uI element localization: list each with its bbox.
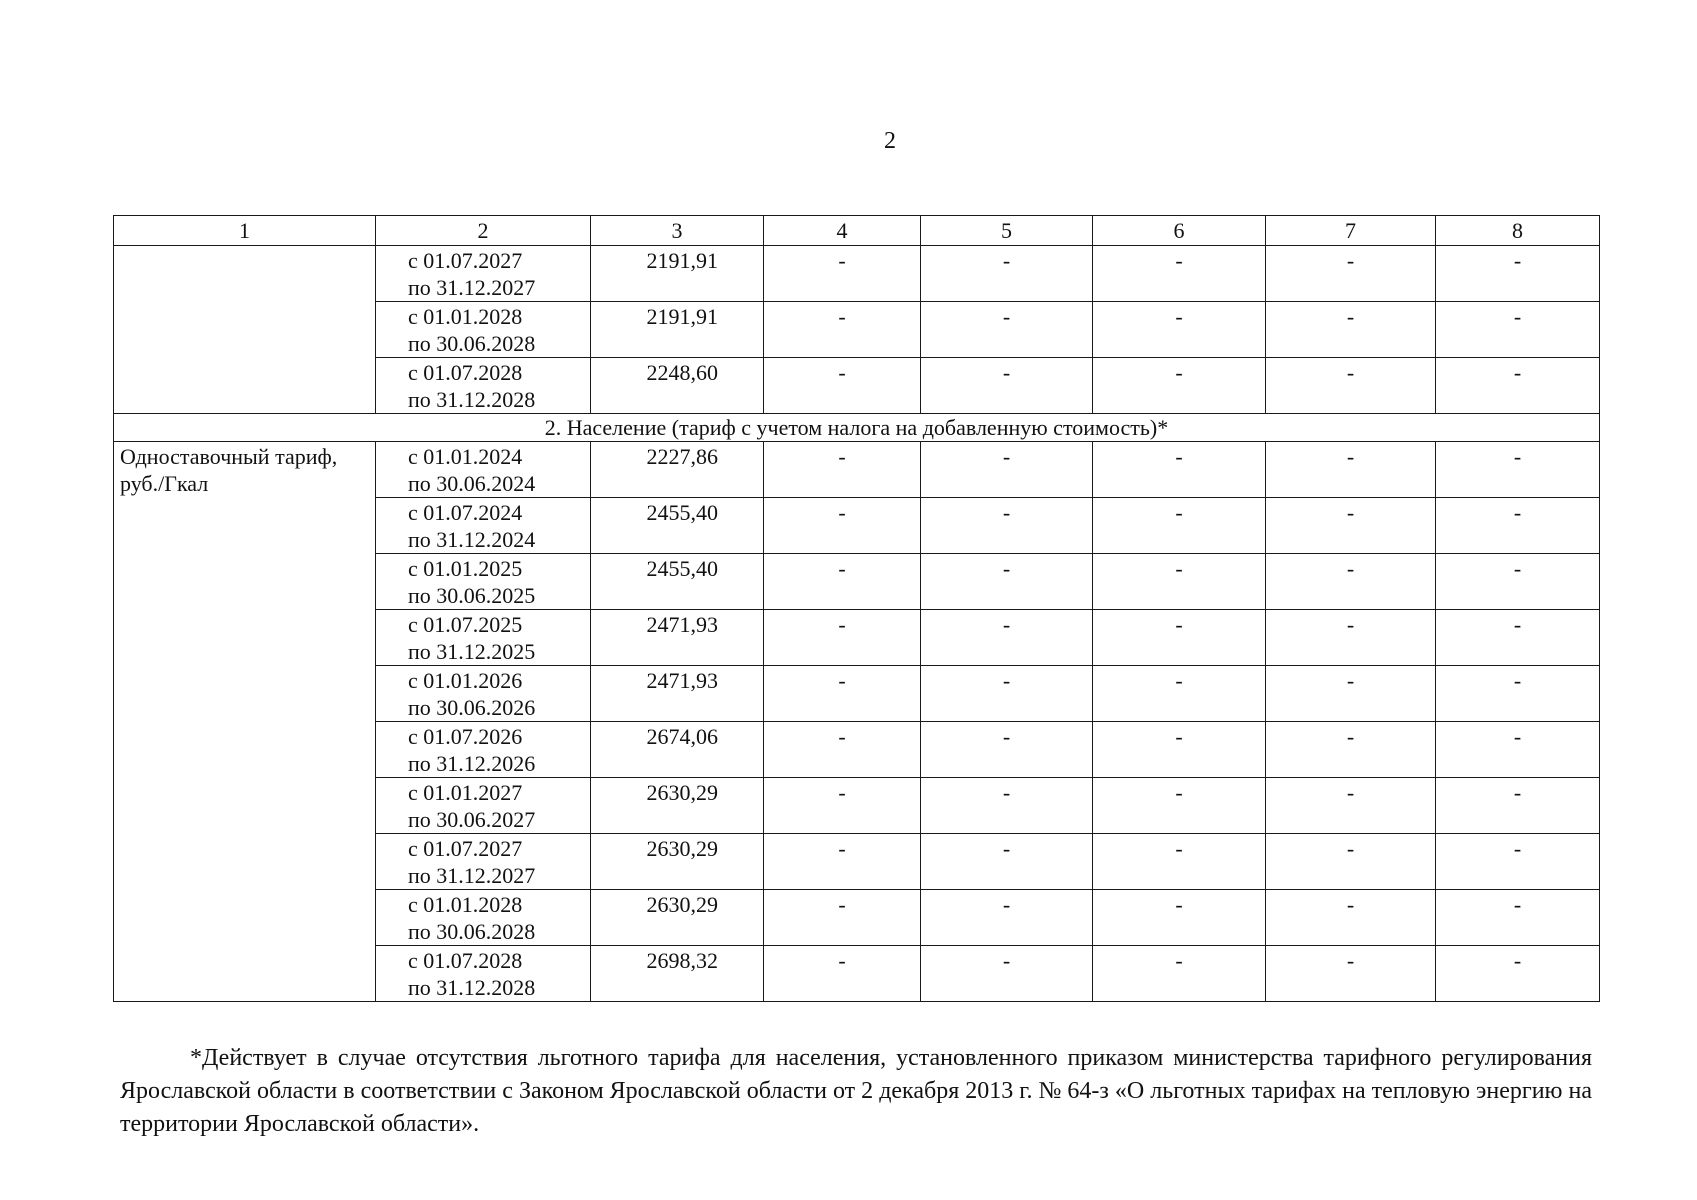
empty-value-dash: - <box>764 246 921 302</box>
period-to: по 30.06.2026 <box>408 695 536 720</box>
empty-value-dash: - <box>1266 610 1436 666</box>
tariff-value: 2191,91 <box>591 302 764 358</box>
empty-value-dash: - <box>764 946 921 1002</box>
empty-value-dash: - <box>1266 834 1436 890</box>
period-to: по 30.06.2024 <box>408 471 536 496</box>
period-from: с 01.07.2028 <box>408 948 523 973</box>
empty-value-dash: - <box>1436 834 1600 890</box>
empty-value-dash: - <box>764 890 921 946</box>
period-from: с 01.01.2028 <box>408 892 523 917</box>
empty-value-dash: - <box>921 246 1093 302</box>
empty-value-dash: - <box>1436 498 1600 554</box>
empty-value-dash: - <box>1436 246 1600 302</box>
empty-value-dash: - <box>1436 666 1600 722</box>
column-number-header: 6 <box>1093 216 1266 246</box>
empty-value-dash: - <box>921 442 1093 498</box>
empty-value-dash: - <box>1266 498 1436 554</box>
empty-value-dash: - <box>1093 246 1266 302</box>
period-from: с 01.01.2025 <box>408 556 523 581</box>
period-from: с 01.07.2024 <box>408 500 523 525</box>
tariff-value: 2630,29 <box>591 834 764 890</box>
table-row <box>114 246 1600 302</box>
continued-label-cell <box>114 246 376 414</box>
column-number-header: 5 <box>921 216 1093 246</box>
period-to: по 30.06.2028 <box>408 331 536 356</box>
empty-value-dash: - <box>764 610 921 666</box>
period-cell <box>376 778 591 834</box>
empty-value-dash: - <box>921 834 1093 890</box>
period-to: по 31.12.2027 <box>408 275 536 300</box>
empty-value-dash: - <box>1436 302 1600 358</box>
empty-value-dash: - <box>1093 610 1266 666</box>
empty-value-dash: - <box>764 554 921 610</box>
period-from: с 01.01.2024 <box>408 444 523 469</box>
empty-value-dash: - <box>1093 442 1266 498</box>
period-to: по 31.12.2025 <box>408 639 536 664</box>
tariff-value: 2248,60 <box>591 358 764 414</box>
empty-value-dash: - <box>1266 890 1436 946</box>
tariff-value: 2471,93 <box>591 610 764 666</box>
empty-value-dash: - <box>764 498 921 554</box>
period-to: по 30.06.2025 <box>408 583 536 608</box>
period-cell <box>376 498 591 554</box>
tariff-value: 2630,29 <box>591 890 764 946</box>
empty-value-dash: - <box>1093 890 1266 946</box>
column-number-row <box>114 216 1600 246</box>
table-body <box>114 246 1600 1002</box>
period-cell <box>376 442 591 498</box>
tariff-value: 2674,06 <box>591 722 764 778</box>
empty-value-dash: - <box>921 722 1093 778</box>
period-from: с 01.01.2027 <box>408 780 523 805</box>
empty-value-dash: - <box>1436 442 1600 498</box>
empty-value-dash: - <box>1093 722 1266 778</box>
empty-value-dash: - <box>764 666 921 722</box>
column-number-header: 1 <box>114 216 376 246</box>
empty-value-dash: - <box>1266 946 1436 1002</box>
empty-value-dash: - <box>921 498 1093 554</box>
footnote: *Действует в случае отсутствия льготного тарифа для населения, установленного приказом министерства тарифного регулирования Ярославской области в соответствии с Законом Ярославской области от 2 декабря 2013 г. № 64-з «О льготных тарифах на тепловую энергию на территории Ярославской области». <box>120 1045 1592 1137</box>
period-from: с 01.01.2026 <box>408 668 523 693</box>
period-cell <box>376 722 591 778</box>
tariff-value: 2227,86 <box>591 442 764 498</box>
empty-value-dash: - <box>1093 554 1266 610</box>
empty-value-dash: - <box>1093 666 1266 722</box>
empty-value-dash: - <box>1093 498 1266 554</box>
period-cell <box>376 946 591 1002</box>
period-from: с 01.07.2025 <box>408 612 523 637</box>
period-cell <box>376 246 591 302</box>
page-number: 2 <box>884 128 896 154</box>
period-to: по 31.12.2028 <box>408 975 536 1000</box>
empty-value-dash: - <box>921 666 1093 722</box>
column-number-header: 2 <box>376 216 591 246</box>
empty-value-dash: - <box>1266 778 1436 834</box>
empty-value-dash: - <box>764 442 921 498</box>
period-to: по 31.12.2028 <box>408 387 536 412</box>
section-title-row <box>114 414 1600 442</box>
empty-value-dash: - <box>1266 246 1436 302</box>
empty-value-dash: - <box>1436 610 1600 666</box>
tariff-value: 2455,40 <box>591 554 764 610</box>
empty-value-dash: - <box>1436 778 1600 834</box>
tariff-table <box>113 215 1600 1002</box>
period-to: по 30.06.2028 <box>408 919 536 944</box>
empty-value-dash: - <box>1093 946 1266 1002</box>
empty-value-dash: - <box>1436 358 1600 414</box>
empty-value-dash: - <box>1436 890 1600 946</box>
empty-value-dash: - <box>1093 778 1266 834</box>
empty-value-dash: - <box>921 610 1093 666</box>
empty-value-dash: - <box>764 778 921 834</box>
tariff-type-label: Одноставочный тариф, руб./Гкал <box>114 442 376 1002</box>
empty-value-dash: - <box>1093 834 1266 890</box>
empty-value-dash: - <box>1266 666 1436 722</box>
tariff-value: 2191,91 <box>591 246 764 302</box>
empty-value-dash: - <box>1266 302 1436 358</box>
period-from: с 01.01.2028 <box>408 304 523 329</box>
empty-value-dash: - <box>921 554 1093 610</box>
column-number-header: 4 <box>764 216 921 246</box>
column-number-header: 7 <box>1266 216 1436 246</box>
empty-value-dash: - <box>764 358 921 414</box>
period-cell <box>376 666 591 722</box>
empty-value-dash: - <box>1093 302 1266 358</box>
empty-value-dash: - <box>1266 442 1436 498</box>
tariff-value: 2698,32 <box>591 946 764 1002</box>
empty-value-dash: - <box>921 890 1093 946</box>
period-cell <box>376 890 591 946</box>
period-to: по 31.12.2026 <box>408 751 536 776</box>
table-header <box>114 216 1600 246</box>
empty-value-dash: - <box>764 834 921 890</box>
period-from: с 01.07.2027 <box>408 836 523 861</box>
period-cell <box>376 834 591 890</box>
period-to: по 31.12.2024 <box>408 527 536 552</box>
empty-value-dash: - <box>1093 358 1266 414</box>
period-cell <box>376 554 591 610</box>
empty-value-dash: - <box>1266 722 1436 778</box>
period-to: по 31.12.2027 <box>408 863 536 888</box>
empty-value-dash: - <box>921 946 1093 1002</box>
empty-value-dash: - <box>921 778 1093 834</box>
period-cell <box>376 610 591 666</box>
empty-value-dash: - <box>1436 554 1600 610</box>
empty-value-dash: - <box>1436 722 1600 778</box>
empty-value-dash: - <box>1266 358 1436 414</box>
tariff-value: 2471,93 <box>591 666 764 722</box>
empty-value-dash: - <box>921 358 1093 414</box>
period-from: с 01.07.2026 <box>408 724 523 749</box>
column-number-header: 8 <box>1436 216 1600 246</box>
empty-value-dash: - <box>1436 946 1600 1002</box>
period-cell <box>376 358 591 414</box>
period-from: с 01.07.2028 <box>408 360 523 385</box>
tariff-value: 2630,29 <box>591 778 764 834</box>
table-row <box>114 442 1600 498</box>
empty-value-dash: - <box>921 302 1093 358</box>
period-to: по 30.06.2027 <box>408 807 536 832</box>
period-cell <box>376 302 591 358</box>
column-number-header: 3 <box>591 216 764 246</box>
empty-value-dash: - <box>764 722 921 778</box>
period-from: с 01.07.2027 <box>408 248 523 273</box>
empty-value-dash: - <box>764 302 921 358</box>
empty-value-dash: - <box>1266 554 1436 610</box>
tariff-value: 2455,40 <box>591 498 764 554</box>
section-title: 2. Население (тариф с учетом налога на добавленную стоимость)* <box>114 414 1600 442</box>
